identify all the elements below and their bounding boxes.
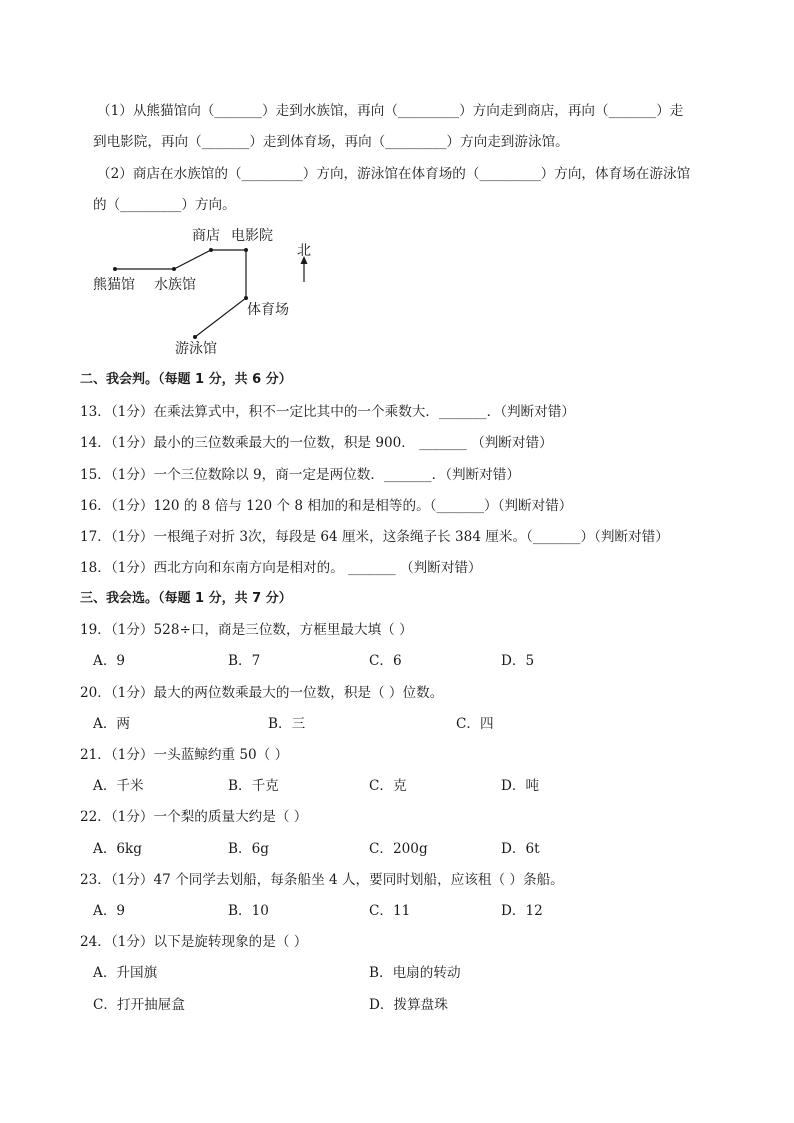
q12-part2-line2: 的（_________）方向。 (93, 197, 236, 213)
option-b: B．7 (228, 653, 261, 669)
route-line (115, 250, 246, 337)
option-a: A．千米 (93, 778, 144, 794)
option-b: B．千克 (228, 778, 279, 794)
option-d: D．6t (501, 841, 540, 857)
choice-question-stem: 19．（1分）528÷口，商是三位数，方框里最大填（ ） (80, 622, 413, 638)
option-a: A．升国旗 (93, 965, 158, 981)
option-d: D．拨算盘珠 (369, 997, 448, 1013)
option-d: D．吨 (501, 778, 540, 794)
judge-item: 15．（1分）一个三位数除以 9，商一定是两位数．_______．（判断对错） (80, 467, 520, 483)
option-d: D．5 (501, 653, 535, 669)
label-north: 北 (297, 243, 311, 259)
judge-item: 14．（1分）最小的三位数乘最大的一位数，积是 900． _______ （判断对错） (80, 435, 553, 451)
option-c: C．克 (369, 778, 407, 794)
judge-item: 17．（1分）一根绳子对折 3次，每段是 64 厘米，这条绳子长 384 厘米。（_______）（判断对错） (80, 529, 669, 545)
section3-title: 三、我会选。（每题 1 分，共 7 分） (80, 591, 292, 606)
option-c: C．6 (369, 653, 402, 669)
label-pool: 游泳馆 (175, 341, 217, 357)
route-map (80, 218, 340, 363)
choice-question-stem: 23．（1分）47 个同学去划船，每条船坐 4 人，要同时划船，应该租（ ）条船。 (80, 872, 564, 888)
option-a: A．6kg (93, 841, 142, 857)
pool-point (193, 335, 197, 339)
option-c: C．四 (456, 716, 494, 732)
option-c: C．200g (369, 841, 428, 857)
option-c: C．11 (369, 903, 411, 919)
judge-item: 18．（1分）西北方向和东南方向是相对的。 _______ （判断对错） (80, 560, 482, 576)
choice-question-stem: 24．（1分）以下是旋转现象的是（ ） (80, 934, 308, 950)
choice-question-stem: 21．（1分）一头蓝鲸约重 50（ ） (80, 747, 289, 763)
label-cinema: 电影院 (231, 228, 273, 244)
north-arrow-icon (301, 256, 308, 282)
panda-point (113, 267, 117, 271)
stadium-point (244, 296, 248, 300)
q12-part1-line1: （1）从熊猫馆向（_______）走到水族馆，再向（_________）方向走到商店，再向（_______）走 (97, 103, 684, 119)
choice-question-stem: 22．（1分）一个梨的质量大约是（ ） (80, 809, 308, 825)
option-a: A．9 (93, 903, 126, 919)
cinema-point (244, 248, 248, 252)
option-c: C．打开抽屉盒 (93, 997, 185, 1013)
option-b: B．三 (268, 716, 306, 732)
shop-point (209, 248, 213, 252)
option-d: D．12 (501, 903, 543, 919)
label-panda: 熊猫馆 (93, 277, 135, 293)
label-shop: 商店 (192, 228, 220, 244)
label-stadium: 体育场 (247, 302, 289, 318)
section2-title: 二、我会判。（每题 1 分，共 6 分） (80, 372, 292, 387)
judge-item: 13．（1分）在乘法算式中，积不一定比其中的一个乘数大．_______．（判断对错） (80, 404, 575, 420)
option-a: A．两 (93, 716, 131, 732)
option-a: A．9 (93, 653, 126, 669)
judge-item: 16．（1分）120 的 8 倍与 120 个 8 相加的和是相等的。（_______）（判断对错） (80, 498, 573, 514)
option-b: B．6g (228, 841, 269, 857)
label-aquarium: 水族馆 (154, 277, 196, 293)
choice-question-stem: 20．（1分）最大的两位数乘最大的一位数，积是（ ）位数。 (80, 685, 444, 701)
option-b: B．10 (228, 903, 269, 919)
q12-part1-line2: 到电影院，再向（_______）走到体育场，再向（_________）方向走到游泳馆。 (93, 134, 569, 150)
aquarium-point (172, 267, 176, 271)
option-b: B．电扇的转动 (369, 965, 461, 981)
q12-part2-line1: （2）商店在水族馆的（_________）方向，游泳馆在体育场的（_________）方向，体育场在游泳馆 (97, 166, 691, 182)
